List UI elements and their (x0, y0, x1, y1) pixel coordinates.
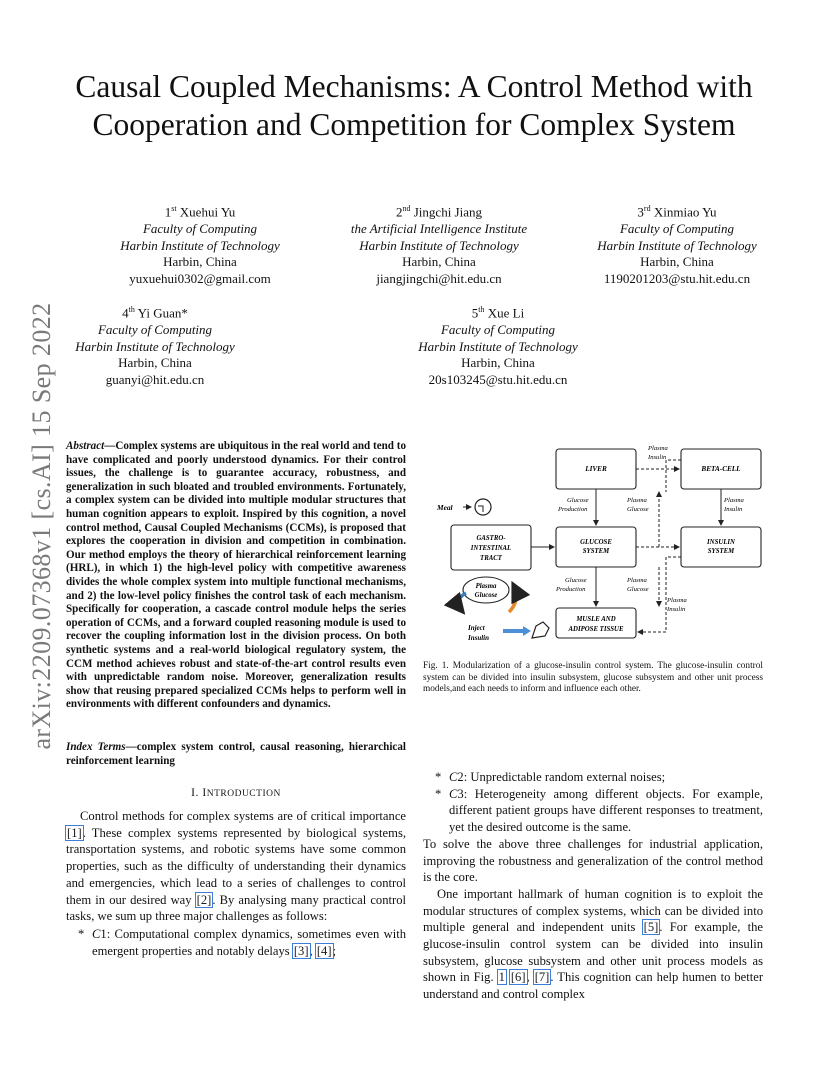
svg-text:GASTRO-: GASTRO- (476, 535, 506, 542)
svg-text:TRACT: TRACT (480, 555, 502, 562)
citation-link[interactable]: [4] (316, 943, 332, 958)
svg-text:INSULIN: INSULIN (707, 539, 735, 546)
intro-right-column (423, 769, 763, 1003)
svg-text:Plasma: Plasma (667, 597, 687, 604)
svg-text:Production: Production (556, 586, 586, 593)
svg-text:Glucose: Glucose (474, 592, 498, 599)
svg-text:Plasma: Plasma (627, 497, 647, 504)
svg-text:Meal: Meal (437, 503, 453, 512)
muscle-box (556, 608, 636, 638)
author-2: 2nd Jingchi Jiang the Artificial Intelligence Institute Harbin Institute of Technology Harbin, China jiangjingchi@hit.edu.cn (350, 204, 528, 286)
svg-text:Plasma: Plasma (627, 577, 647, 584)
author-3: 3rd Xinmiao Yu Faculty of Computing Harbin Institute of Technology Harbin, China 1190201203@stu.hit.edu.cn (597, 204, 757, 286)
paragraph-solve: To solve the above three challenges for industrial application, improving the robustness and generalization of the control method is the core. (423, 836, 763, 885)
plasma-glucose-ellipse (463, 577, 509, 603)
svg-text:Insulin: Insulin (667, 606, 686, 613)
citation-link[interactable]: [2] (196, 892, 212, 907)
bullet-asterisk: * (435, 770, 442, 784)
svg-text:Inject: Inject (468, 624, 485, 632)
svg-text:Production: Production (558, 506, 588, 513)
svg-text:Plasma: Plasma (724, 497, 744, 504)
author-1: 1st Xuehui Yu Faculty of Computing Harbin Institute of Technology Harbin, China yuxuehui0302@gmail.com (120, 204, 280, 286)
svg-text:Plasma: Plasma (475, 583, 497, 590)
challenge-item-c3: * C3: Heterogeneity among different objects. For example, different patient groups have different responses to treatment, yet the desired outcome is the same. (435, 786, 763, 835)
figure-1-diagram (423, 440, 763, 650)
author-4: 4th Yi Guan* Faculty of Computing Harbin Institute of Technology Harbin, China guanyi@hit.edu.cn (75, 305, 235, 387)
paragraph-hallmark: One important hallmark of human cognition is to exploit the modular structures of complex systems, which can be divided into multiple general and independent units [5]. For example, the glucose-insulin control system can be divided into insulin subsystem, glucose subsystem and other unit process models as shown in Fig. 1 [6], [7]. This cognition can help humen to better understand and control complex (423, 886, 764, 1002)
insulin-system-box (681, 527, 761, 567)
glucose-system-box (556, 527, 636, 567)
intro-left-column (66, 808, 406, 959)
challenge-item-c1: * C1: Computational complex dynamics, sometimes even with emergent properties and notably delays [3], [4]; (78, 926, 406, 958)
svg-text:Insulin: Insulin (648, 454, 667, 461)
svg-text:SYSTEM: SYSTEM (582, 548, 610, 555)
author-5: 5th Xue Li Faculty of Computing Harbin Institute of Technology Harbin, China 20s103245@stu.hit.edu.cn (418, 305, 578, 387)
svg-text:Glucose: Glucose (627, 506, 649, 513)
intro-paragraph: Control methods for complex systems are of critical importance [1]. These complex systems represented by biological systems, transportation systems, and robotic systems have some common properties, such as the difficulty of understanding their dynamics and emergencies, which lead to a series of challenges to control them in our desired way [2]. By analysing many practical control tasks, we sum up three major challenges as follows: (66, 809, 406, 924)
challenge-item-c2: * C2: Unpredictable random external noises; (435, 770, 666, 784)
svg-text:Glucose: Glucose (565, 577, 587, 584)
svg-text:Plasma: Plasma (648, 445, 668, 452)
citation-link[interactable]: [3] (293, 943, 309, 958)
citation-link[interactable]: [7] (534, 970, 550, 985)
svg-text:GLUCOSE: GLUCOSE (580, 539, 612, 546)
figure-link[interactable]: 1 (498, 970, 505, 985)
section-heading: I. INTRODUCTION (191, 786, 281, 799)
bullet-asterisk: * (78, 926, 85, 941)
svg-text:ADIPOSE TISSUE: ADIPOSE TISSUE (568, 626, 624, 633)
liver-label: LIVER (585, 465, 607, 473)
muscle-icon (532, 622, 549, 638)
svg-text:Insulin: Insulin (724, 506, 743, 513)
paper-title: Causal Coupled Mechanisms: A Control Method with Cooperation and Competition for Complex System (75, 69, 753, 142)
svg-text:Insulin: Insulin (468, 634, 490, 642)
index-terms: Index Terms—complex system control, causal reasoning, hierarchical reinforcement learning (66, 741, 406, 767)
abstract: Abstract—Complex systems are ubiquitous in the real world and tend to have complicated and poorly understood dynamics. For their control issues, the challenge is to guarantee accuracy, robustness, and generalization in such bloated and troubled environments. Fortunately, a complex system can be divided into multiple modular structures that human cognition appears to exploit. Inspired by this cognition, a novel control method, Causal Coupled Mechanisms (CCMs), is proposed that explores the cooperation in division and competition in combination. Our method employs the theory of hierarchical reinforcement learning (HRL), in which 1) the high-level policy with competitive awareness divides the whole complex system into multiple functional mechanisms, and 2) the low-level policy finishes the control task of each mechanism. Specifically for cooperation, a cascade control module helps the series operation of CCMs, and a forward coupled reasoning module is used to recover the coupling information lost in the division process. On both synthetic systems and a real-world biological regulatory system, the CCM method achieves robust and state-of-the-art control results even with unpredictable random noise. Moreover, generalization results show that reusing prepared specialized CCMs helps to perform well in environments with different confounders and dynamics. (66, 440, 406, 711)
bullet-asterisk: * (435, 786, 442, 801)
citation-link[interactable]: [1] (67, 825, 82, 840)
svg-text:Glucose: Glucose (567, 497, 589, 504)
svg-text:Glucose: Glucose (627, 586, 649, 593)
arxiv-stamp: arXiv:2209.07368v1 [cs.AI] 15 Sep 2022 (27, 302, 56, 750)
citation-link[interactable]: [6] (510, 970, 526, 985)
svg-text:MUSLE AND: MUSLE AND (576, 616, 616, 623)
citation-link[interactable]: [5] (643, 920, 659, 935)
figure-caption: Fig. 1. Modularization of a glucose-insulin control system. The glucose-insulin control system can be divided into insulin subsystem, glucose subsystem and other unit process models,and each needs to inform and influence each other. (423, 661, 763, 695)
svg-text:INTESTINAL: INTESTINAL (470, 545, 512, 552)
beta-cell-label: BETA-CELL (701, 465, 741, 473)
svg-text:SYSTEM: SYSTEM (707, 548, 735, 555)
